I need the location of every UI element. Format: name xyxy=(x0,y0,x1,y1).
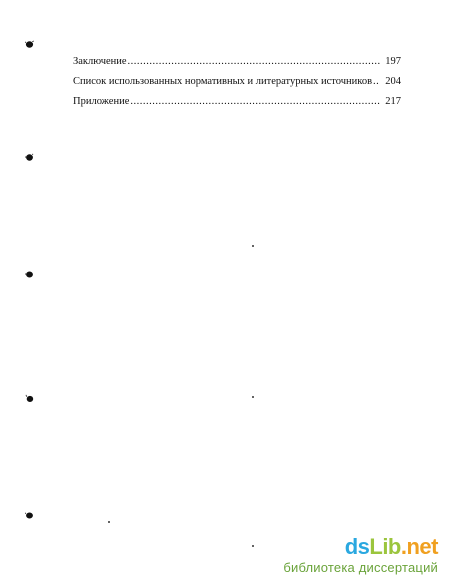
toc-entry-page: 204 xyxy=(385,76,401,87)
dslib-subtitle: библиотека диссертаций xyxy=(283,560,438,575)
punch-hole-icon xyxy=(25,270,34,279)
toc-entry-page: 217 xyxy=(385,96,401,107)
dslib-watermark xyxy=(283,536,438,574)
dslib-logo: dsLib.net xyxy=(344,534,438,559)
toc-entry-page: 197 xyxy=(385,56,401,67)
toc-leader-dots xyxy=(373,72,380,92)
toc-entry xyxy=(73,92,401,112)
toc-leader-dots xyxy=(128,52,381,72)
toc-entry-title: Заключение xyxy=(73,56,127,67)
punch-hole-icon xyxy=(25,511,34,520)
toc-leader-dots xyxy=(130,92,380,112)
toc-entry xyxy=(73,72,401,92)
toc-entry xyxy=(73,52,401,72)
punch-hole-icon xyxy=(25,40,34,49)
scan-speck xyxy=(252,396,254,398)
scan-speck xyxy=(108,521,110,523)
scan-speck xyxy=(252,245,254,247)
toc-entry-title: Список использованных нормативных и литературных источников xyxy=(73,76,373,87)
table-of-contents xyxy=(73,52,401,112)
punch-hole-icon xyxy=(25,153,34,162)
toc-entry-title: Приложение xyxy=(73,96,130,107)
scan-speck xyxy=(252,545,254,547)
punch-hole-icon xyxy=(25,394,34,403)
